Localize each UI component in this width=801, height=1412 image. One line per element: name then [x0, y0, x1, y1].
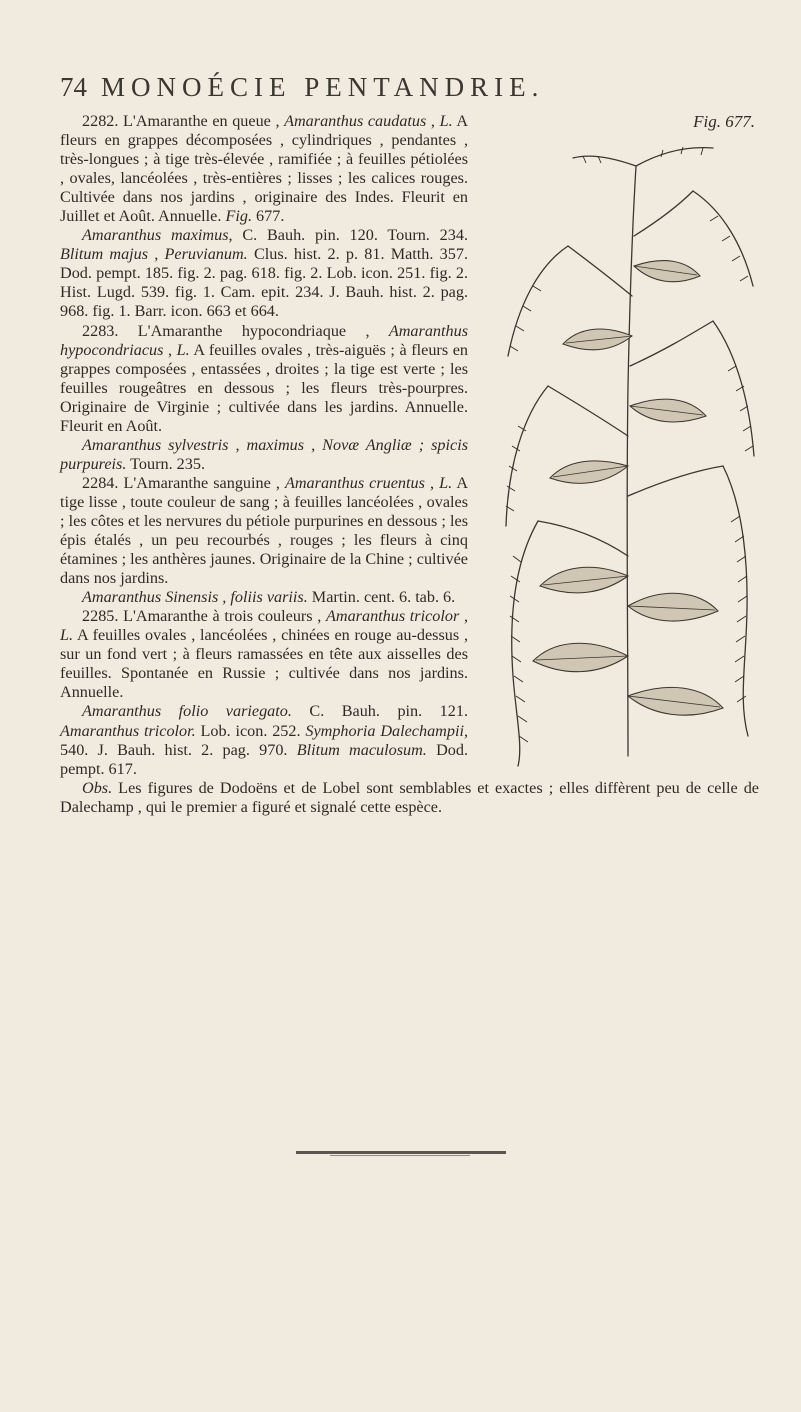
text-run: , C. Bauh. pin. 120. Tourn. 234. — [228, 226, 468, 245]
section-title: MONOÉCIE PENTANDRIE. — [101, 72, 545, 102]
italic-run: L. — [60, 626, 74, 645]
text-run: Clus. hist. 2. p. 81. Matth. 357. Dod. pempt. 185. fig. 2. pag. 618. fig. 2. Lob. icon. 251. fig. 2. Hist. Lugd. 539. fig. 1. Cam. epit. 234. J. Bauh. hist. 2. pag. 968. fig. 1. Barr. icon. 663 et 664. — [60, 245, 468, 321]
text-run: 540. J. Bauh. hist. 2. pag. 970. — [60, 740, 297, 759]
italic-run: Obs. — [82, 778, 113, 797]
text-run: Dod. pempt. 617. — [60, 740, 468, 778]
text-run: 2285. L'Amaranthe à trois couleurs , — [82, 607, 326, 626]
text-run: 2282. L'Amaranthe en queue , — [82, 112, 285, 130]
text-run: 2283. L'Amaranthe hypocondriaque , — [82, 321, 389, 340]
text-run: 677. — [252, 207, 285, 226]
italic-run: Blitum majus , Peruvianum. — [60, 245, 248, 264]
text-run: , — [424, 473, 440, 492]
text-run: , — [459, 607, 468, 626]
italic-run: Amaranthus tricolor. — [60, 721, 196, 740]
text-run: A fleurs en grappes décomposées , cylindriques , pendantes , très-longues ; à tige très-élevée , ramifiée ; à feuilles pétiolées , ovales, lancéolées , très-entières ; lisses ; les calices rouges. Cultivée dans nos jardins , originaire des Indes. Fleurit en Juillet et Août. Annuelle. — [60, 112, 469, 226]
text-run: , — [426, 112, 440, 130]
text-run: 2284. L'Amaranthe sanguine , — [82, 473, 285, 492]
end-rule-thin — [330, 1155, 470, 1156]
body-text — [60, 112, 759, 817]
italic-run: L. — [176, 340, 190, 359]
italic-run: Amaranthus cruentus — [284, 473, 425, 492]
text-run: Tourn. 235. — [126, 454, 206, 473]
italic-run: Amaranthus tricolor — [326, 607, 460, 626]
italic-run: Amaranthus folio variegato. — [82, 702, 292, 721]
italic-run: Blitum maculosum. — [296, 740, 427, 759]
text-run: A tige lisse , toute couleur de sang ; à feuilles lancéolées , ovales ; les côtes et les nervures du pétiole purpurines en dessous ; les épis étalés , un peu recourbés , rouges ; les fleurs à cinq étamines ; les anthères jaunes. Originaire de la Chine ; cultivée dans nos jardins. — [60, 473, 469, 588]
paragraph — [60, 779, 759, 817]
text-run: Les figures de Dodoëns et de Lobel sont semblables et exactes ; elles diffèrent peu de celle de Dalechamp , qui le premier a figuré et signalé cette espèce. — [60, 778, 759, 816]
plant-figure — [478, 112, 763, 776]
amaranth-illustration — [478, 136, 763, 772]
text-run: A feuilles ovales , très-aiguës ; à fleurs en grappes composées , entassées , droites ; la tige est verte ; les feuilles rougeâtres en dessous ; les fleurs très-pourpres. Originaire de Virginie ; cultivée dans les jardins. Annuelle. Fleurit en Août. — [60, 340, 468, 435]
text-run: C. Bauh. pin. 121. — [291, 702, 468, 721]
text-run: Lob. icon. 252. — [195, 721, 306, 740]
text-run: A feuilles ovales , lancéolées , chinées en rouge au-dessus , sur un fond vert ; à fleurs ramassées en tête aux aisselles des feuilles. Spontanée en Russie ; cultivée dans nos jardins. Annuelle. — [60, 626, 468, 702]
end-rule — [296, 1151, 506, 1154]
italic-run: Amaranthus hypocondriacus — [60, 321, 468, 359]
running-header — [60, 72, 760, 110]
page-number: 74 — [60, 72, 87, 102]
italic-run: Fig. — [225, 207, 252, 226]
italic-run: Amaranthus maximus — [82, 226, 229, 245]
italic-run: Amaranthus caudatus — [284, 112, 427, 130]
italic-run: L. — [439, 112, 453, 130]
italic-run: L. — [439, 473, 453, 492]
italic-run: Amaranthus Sinensis , foliis variis. — [82, 588, 308, 607]
text-run: Martin. cent. 6. tab. 6. — [307, 588, 456, 607]
italic-run: Symphoria Dalechampii, — [305, 721, 468, 740]
figure-label: Fig. 677. — [693, 112, 755, 131]
italic-run: Amaranthus sylvestris , maximus , Novæ Angliæ ; spicis purpureis. — [60, 435, 468, 473]
text-run: , — [163, 340, 177, 359]
